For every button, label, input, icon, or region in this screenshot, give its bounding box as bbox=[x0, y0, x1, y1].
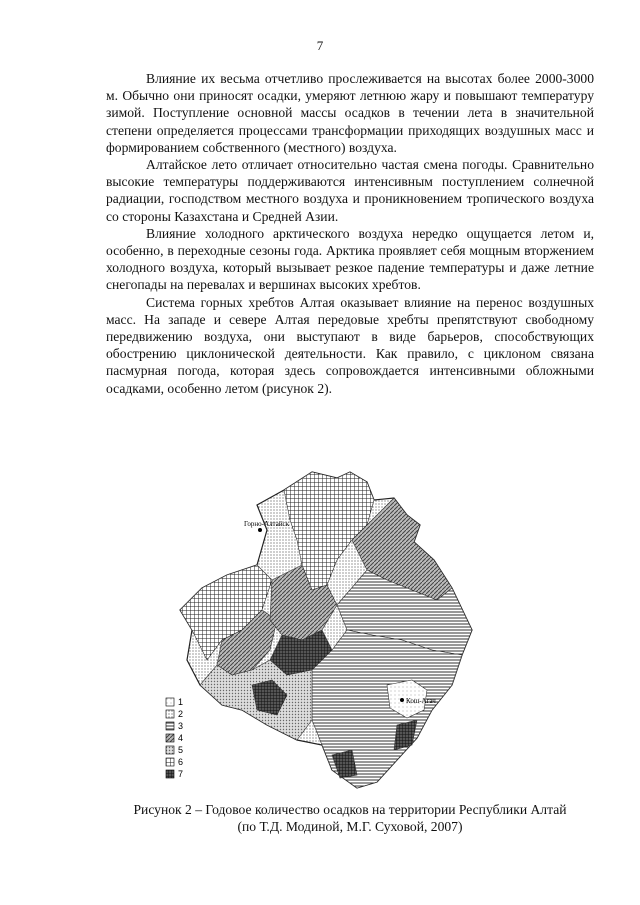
legend-label-4: 4 bbox=[178, 733, 184, 743]
caption-title: Рисунок 2 – Годовое количество осадков на территории Республики Алтай bbox=[133, 802, 567, 817]
legend-label-6: 6 bbox=[178, 757, 184, 767]
paragraph: Система горных хребтов Алтая оказывает влияние на перенос воздушных масс. На западе и севере Алтая передовые хребты препятствуют свободному передвижению воздуха, они выступают в виде барьеров, способствующих обострению циклонической деятельности. Как правило, с циклоном связана пасмурная погода, которая здесь сопровождается интенсивными обложными осадками, особенно летом (рисунок 2). bbox=[106, 294, 594, 396]
paragraph: Влияние холодного арктического воздуха нередко ощущается летом и, особенно, в переходные сезоны года. Арктика проявляет себя мощным вторжением холодного воздуха, который вызывает резкое падение температуры и даже летние снегопады на перевалах и вершинах высоких хребтов. bbox=[106, 225, 594, 293]
legend-label-1: 1 bbox=[178, 697, 184, 707]
map-legend bbox=[166, 697, 183, 779]
legend-swatch-1 bbox=[166, 698, 174, 706]
precipitation-map-figure bbox=[162, 470, 482, 800]
legend-label-2: 2 bbox=[178, 709, 184, 719]
legend-swatch-6 bbox=[166, 758, 174, 766]
legend-label-3: 3 bbox=[178, 721, 184, 731]
legend-swatch-4 bbox=[166, 734, 174, 742]
legend-swatch-2 bbox=[166, 710, 174, 718]
paragraph: Алтайское лето отличает относительно частая смена погоды. Сравнительно высокие температуры поддерживаются интенсивным поступлением солнечной радиации, господством местного воздуха и проникновением тропического воздуха со стороны Казахстана и Средней Азии. bbox=[106, 157, 594, 224]
legend-label-5: 5 bbox=[178, 745, 184, 755]
legend-label-7: 7 bbox=[178, 769, 184, 779]
paragraph: Влияние их весьма отчетливо прослеживается на высотах более 2000-3000 м. Обычно они приносят осадки, умеряют летнюю жару и повышают температуру зимой. Поступление основной массы осадков в течении лета в значительной степени определяется процессами трансформации приходящих воздушных масс и формированием собственного (местного) воздуха. bbox=[106, 71, 594, 155]
legend-swatch-3 bbox=[166, 722, 174, 730]
city-label-south: Кош-Агач bbox=[406, 697, 436, 705]
page-number: 7 bbox=[316, 38, 324, 53]
figure-caption bbox=[106, 801, 594, 835]
caption-source: (по Т.Д. Модиной, М.Г. Суховой, 2007) bbox=[237, 819, 463, 834]
body-text bbox=[106, 70, 594, 397]
city-marker-north bbox=[258, 528, 262, 532]
legend-swatch-7 bbox=[166, 770, 174, 778]
legend-swatch-5 bbox=[166, 746, 174, 754]
precipitation-map bbox=[162, 470, 482, 800]
city-label-north: Горно-Алтайск bbox=[244, 520, 290, 528]
city-marker-south bbox=[400, 698, 404, 702]
